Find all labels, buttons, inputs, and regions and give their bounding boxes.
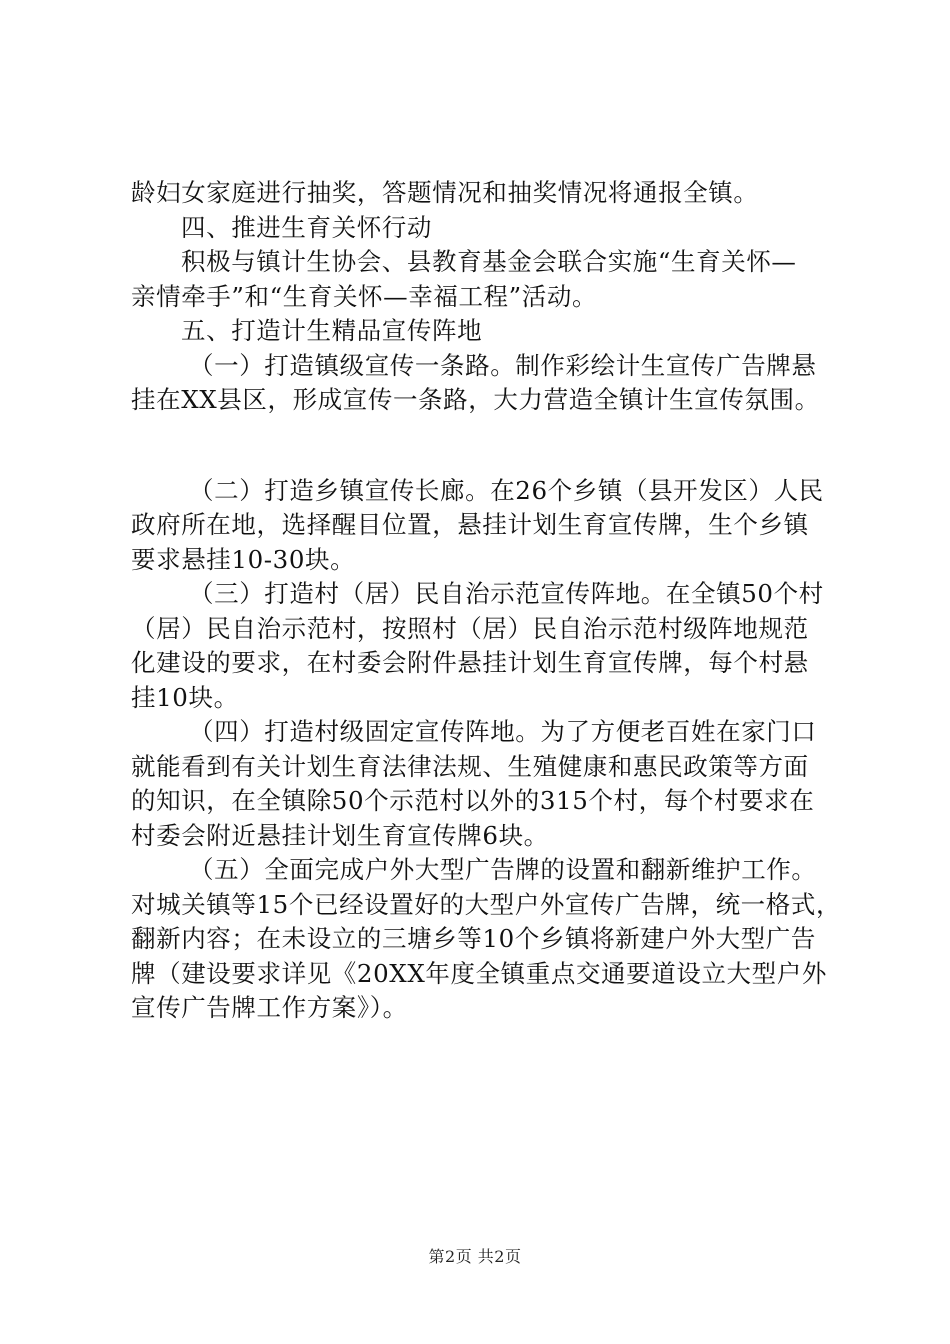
text-line: 政府所在地，选择醒目位置，悬挂计划生育宣传牌，生个乡镇 [131,510,809,539]
text-line: （二）打造乡镇宣传长廊。在26个乡镇（县开发区）人民 [189,475,824,505]
text-line: 就能看到有关计划生育法律法规、生殖健康和惠民政策等方面 [131,751,809,781]
text-line: 宣传广告牌工作方案》）。 [131,993,408,1022]
text-line: 亲情牵手”和“生育关怀—幸福工程”活动。 [131,281,598,311]
text-line: （三）打造村（居）民自治示范宣传阵地。在全镇50个村 [189,579,824,608]
text-line: 牌（建设要求详见《20XX年度全镇重点交通要道设立大型户外 [131,958,827,988]
text-line: （居）民自治示范村，按照村（居）民自治示范村级阵地规范 [131,613,809,643]
text-line: 翻新内容；在未设立的三塘乡等10个乡镇将新建户外大型广告 [131,924,816,953]
section-heading-4: 四、推进生育关怀行动 [181,212,432,242]
text-line: 积极与镇计生协会、县教育基金会联合实施“生育关怀— [181,247,797,276]
text-line: 化建设的要求，在村委会附件悬挂计划生育宣传牌，每个村悬 [131,648,809,677]
section-heading-5: 五、打造计生精品宣传阵地 [181,316,483,345]
text-line: （四）打造村级固定宣传阵地。为了方便老百姓在家门口 [189,717,817,746]
paragraph-gap [131,418,831,474]
text-line: 的知识，在全镇除50个示范村以外的315个村，每个村要求在 [131,786,815,815]
text-line: （五）全面完成户外大型广告牌的设置和翻新维护工作。 [189,855,817,884]
text-line: 要求悬挂10-30块。 [131,544,356,574]
page-number-footer: 第2页 共2页 [428,1247,522,1266]
text-line: 挂10块。 [131,682,239,712]
document-body [131,176,842,1026]
text-line: 村委会附近悬挂计划生育宣传牌6块。 [131,820,549,850]
text-line: 龄妇女家庭进行抽奖，答题情况和抽奖情况将通报全镇。 [131,178,759,207]
text-line: （一）打造镇级宣传一条路。制作彩绘计生宣传广告牌悬 [189,350,817,380]
text-line: 对城关镇等15个已经设置好的大型户外宣传广告牌，统一格式， [131,889,842,919]
text-line: 挂在XX县区，形成宣传一条路，大力营造全镇计生宣传氛围。 [131,385,820,414]
